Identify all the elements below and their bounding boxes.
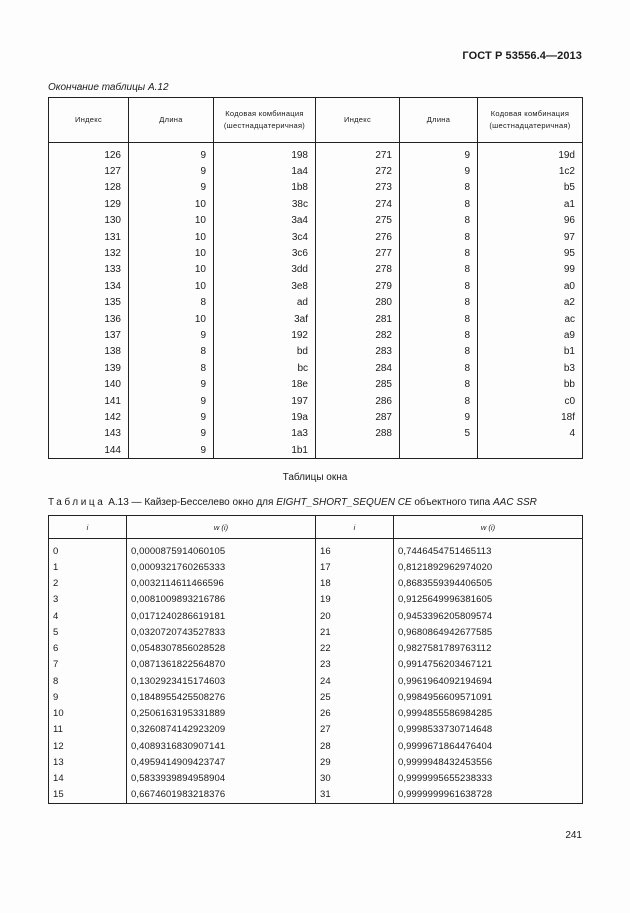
table-cell: 0,0081009893216786 <box>127 592 316 608</box>
table-row <box>49 213 583 229</box>
table-cell: bd <box>214 344 316 360</box>
table-cell: 1b1 <box>214 442 316 459</box>
table-cell: 198 <box>214 147 316 163</box>
column-header-w: w (i) <box>394 516 583 539</box>
table-cell: 129 <box>49 196 129 212</box>
table-cell: 0,0032114611466596 <box>127 576 316 592</box>
table-cell: 3c6 <box>214 245 316 261</box>
table-cell: 10 <box>129 262 214 278</box>
table-cell: 282 <box>316 327 400 343</box>
table-row <box>49 295 583 311</box>
table-cell: 0,5833939894958904 <box>127 771 316 787</box>
table-cell: 7 <box>49 657 127 673</box>
table-row <box>49 278 583 294</box>
table-cell: 140 <box>49 376 129 392</box>
table-cell: b1 <box>478 344 583 360</box>
table-cell: 8 <box>400 393 478 409</box>
table-cell: 16 <box>316 543 394 559</box>
table-cell: 9 <box>129 163 214 179</box>
table-cell: 0,0000875914060105 <box>127 543 316 559</box>
column-header-i: i <box>316 516 394 539</box>
column-header-i: i <box>49 516 127 539</box>
table-row <box>49 559 583 575</box>
page-number: 241 <box>565 830 582 841</box>
table-row <box>49 245 583 261</box>
table-cell: 134 <box>49 278 129 294</box>
table-cell: 27 <box>316 722 394 738</box>
table-row <box>49 409 583 425</box>
table-cell: 273 <box>316 180 400 196</box>
table-cell: 8 <box>129 344 214 360</box>
table-cell: 17 <box>316 559 394 575</box>
table-cell: 9 <box>129 180 214 196</box>
table-row <box>49 163 583 179</box>
table-cell: 278 <box>316 262 400 278</box>
table-row <box>49 543 583 559</box>
table-a13-caption <box>48 497 537 508</box>
table-cell: a0 <box>478 278 583 294</box>
table-cell: 19d <box>478 147 583 163</box>
table-row <box>49 624 583 640</box>
table-cell: 3dd <box>214 262 316 278</box>
table-cell: 20 <box>316 608 394 624</box>
table-cell: b5 <box>478 180 583 196</box>
table-cell: 5 <box>49 624 127 640</box>
table-header-row <box>49 98 583 143</box>
table-cell: bb <box>478 376 583 392</box>
table-cell: 24 <box>316 673 394 689</box>
table-cell: 197 <box>214 393 316 409</box>
table-cell: 0,9999671864476404 <box>394 738 583 754</box>
table-cell: 5 <box>400 426 478 442</box>
table-cell: 23 <box>316 657 394 673</box>
table-cell: 9 <box>400 147 478 163</box>
table-cell: 18e <box>214 376 316 392</box>
table-cell: a2 <box>478 295 583 311</box>
table-cell: 0,9984956609571091 <box>394 689 583 705</box>
column-header-code: Кодовая комбинация (шестнадцатеричная) <box>478 98 583 143</box>
table-cell: 8 <box>400 229 478 245</box>
table-cell: 139 <box>49 360 129 376</box>
table-row <box>49 311 583 327</box>
table-cell <box>400 442 478 459</box>
table-cell: 9 <box>400 409 478 425</box>
table-cell: 96 <box>478 213 583 229</box>
table-cell: 21 <box>316 624 394 640</box>
table-a12-caption: Окончание таблицы А.12 <box>48 82 169 93</box>
table-cell: ad <box>214 295 316 311</box>
table-cell: 10 <box>129 229 214 245</box>
table-row <box>49 147 583 163</box>
table-cell: 0,1302923415174603 <box>127 673 316 689</box>
table-cell: 0,9961964092194694 <box>394 673 583 689</box>
table-cell: 137 <box>49 327 129 343</box>
table-row <box>49 641 583 657</box>
table-cell: 136 <box>49 311 129 327</box>
table-cell: 8 <box>400 344 478 360</box>
table-cell: 19 <box>316 592 394 608</box>
table-cell: 3a4 <box>214 213 316 229</box>
table-cell: 192 <box>214 327 316 343</box>
table-cell: 0,4089316830907141 <box>127 738 316 754</box>
table-cell: 10 <box>49 706 127 722</box>
table-cell: 1a4 <box>214 163 316 179</box>
table-cell: 8 <box>400 278 478 294</box>
table-cell: 8 <box>400 327 478 343</box>
table-row <box>49 787 583 804</box>
table-cell: 8 <box>400 245 478 261</box>
table-cell: 0,9999995655238333 <box>394 771 583 787</box>
table-cell: 31 <box>316 787 394 804</box>
table-row <box>49 706 583 722</box>
table-row <box>49 689 583 705</box>
table-cell: 15 <box>49 787 127 804</box>
caption-sequence-name: EIGHT_SHORT_SEQUEN CE <box>276 497 412 508</box>
table-cell: a1 <box>478 196 583 212</box>
table-cell: 2 <box>49 576 127 592</box>
table-row <box>49 393 583 409</box>
table-cell <box>478 442 583 459</box>
table-cell: 279 <box>316 278 400 294</box>
table-cell: 97 <box>478 229 583 245</box>
table-cell: 4 <box>49 608 127 624</box>
table-cell: 3e8 <box>214 278 316 294</box>
table-cell: 0,0871361822564870 <box>127 657 316 673</box>
table-cell: 10 <box>129 278 214 294</box>
table-cell: 9 <box>129 147 214 163</box>
table-cell: 4 <box>478 426 583 442</box>
caption-object-type: AAC SSR <box>492 497 537 508</box>
table-cell: 18 <box>316 576 394 592</box>
table-cell: 8 <box>400 311 478 327</box>
table-cell: 10 <box>129 196 214 212</box>
table-row <box>49 657 583 673</box>
table-cell: 0,9680864942677585 <box>394 624 583 640</box>
table-row <box>49 196 583 212</box>
table-cell: 0,9827581789763112 <box>394 641 583 657</box>
table-cell: 135 <box>49 295 129 311</box>
table-cell: 3 <box>49 592 127 608</box>
table-cell: 130 <box>49 213 129 229</box>
table-cell: 29 <box>316 754 394 770</box>
caption-prefix: Таблица <box>48 497 106 508</box>
table-cell: 0,9994855586984285 <box>394 706 583 722</box>
table-cell: bc <box>214 360 316 376</box>
table-cell: 8 <box>400 376 478 392</box>
table-cell: 287 <box>316 409 400 425</box>
table-cell: 12 <box>49 738 127 754</box>
table-cell: 144 <box>49 442 129 459</box>
table-a13 <box>48 515 583 804</box>
table-cell: 143 <box>49 426 129 442</box>
table-cell: 285 <box>316 376 400 392</box>
table-cell: 1a3 <box>214 426 316 442</box>
table-cell: 272 <box>316 163 400 179</box>
table-cell: 0,4959414909423747 <box>127 754 316 770</box>
table-cell: 10 <box>129 213 214 229</box>
table-cell: 0,8121892962974020 <box>394 559 583 575</box>
table-cell: 30 <box>316 771 394 787</box>
table-cell: 126 <box>49 147 129 163</box>
table-cell: 281 <box>316 311 400 327</box>
table-cell: 10 <box>129 245 214 261</box>
table-row <box>49 608 583 624</box>
table-cell: 8 <box>400 360 478 376</box>
table-cell: 8 <box>400 213 478 229</box>
table-header-row <box>49 516 583 539</box>
table-cell <box>316 442 400 459</box>
table-cell: 1 <box>49 559 127 575</box>
table-cell: 19a <box>214 409 316 425</box>
table-cell: 128 <box>49 180 129 196</box>
table-cell: 127 <box>49 163 129 179</box>
column-header-index: Индекс <box>49 98 129 143</box>
table-cell: 275 <box>316 213 400 229</box>
table-row <box>49 592 583 608</box>
table-cell: 142 <box>49 409 129 425</box>
table-cell: 0,9453396205809574 <box>394 608 583 624</box>
caption-text-mid: объектного типа <box>411 497 493 508</box>
table-cell: 9 <box>129 409 214 425</box>
table-row <box>49 673 583 689</box>
table-cell: 280 <box>316 295 400 311</box>
table-cell: 38c <box>214 196 316 212</box>
table-cell: 286 <box>316 393 400 409</box>
table-row <box>49 722 583 738</box>
document-header: ГОСТ Р 53556.4—2013 <box>462 50 582 62</box>
table-cell: 0,9125649996381605 <box>394 592 583 608</box>
table-cell: c0 <box>478 393 583 409</box>
table-row <box>49 576 583 592</box>
table-cell: 99 <box>478 262 583 278</box>
table-cell: 10 <box>129 311 214 327</box>
table-cell: 141 <box>49 393 129 409</box>
table-cell: 276 <box>316 229 400 245</box>
table-cell: 11 <box>49 722 127 738</box>
table-cell: 0,1848955425508276 <box>127 689 316 705</box>
table-cell: 8 <box>400 180 478 196</box>
table-cell: 13 <box>49 754 127 770</box>
table-row <box>49 229 583 245</box>
table-row <box>49 180 583 196</box>
column-header-w: w (i) <box>127 516 316 539</box>
table-cell: 6 <box>49 641 127 657</box>
table-cell: 9 <box>129 327 214 343</box>
table-row <box>49 754 583 770</box>
table-row <box>49 426 583 442</box>
table-row <box>49 360 583 376</box>
table-row <box>49 344 583 360</box>
table-cell: 284 <box>316 360 400 376</box>
table-cell: 8 <box>49 673 127 689</box>
table-cell: 9 <box>129 376 214 392</box>
table-cell: 138 <box>49 344 129 360</box>
table-row <box>49 327 583 343</box>
table-cell: 0 <box>49 543 127 559</box>
table-cell: 133 <box>49 262 129 278</box>
table-cell: 18f <box>478 409 583 425</box>
table-cell: 274 <box>316 196 400 212</box>
table-cell: 25 <box>316 689 394 705</box>
table-cell: 0,9999948432453556 <box>394 754 583 770</box>
column-header-code: Кодовая комбинация (шестнадцатеричная) <box>214 98 316 143</box>
table-cell: 0,6674601983218376 <box>127 787 316 804</box>
table-cell: 0,9999999961638728 <box>394 787 583 804</box>
table-cell: b3 <box>478 360 583 376</box>
table-cell: ac <box>478 311 583 327</box>
table-cell: 8 <box>129 360 214 376</box>
table-row <box>49 442 583 459</box>
table-cell: 14 <box>49 771 127 787</box>
table-cell: a9 <box>478 327 583 343</box>
table-cell: 0,3260874142923209 <box>127 722 316 738</box>
table-cell: 26 <box>316 706 394 722</box>
table-row <box>49 376 583 392</box>
table-cell: 9 <box>49 689 127 705</box>
table-cell: 28 <box>316 738 394 754</box>
table-cell: 0,0320720743527833 <box>127 624 316 640</box>
table-cell: 8 <box>400 196 478 212</box>
table-cell: 0,9914756203467121 <box>394 657 583 673</box>
table-row <box>49 262 583 278</box>
table-cell: 283 <box>316 344 400 360</box>
table-cell: 0,0171240286619181 <box>127 608 316 624</box>
table-cell: 1b8 <box>214 180 316 196</box>
table-cell: 95 <box>478 245 583 261</box>
table-cell: 277 <box>316 245 400 261</box>
table-cell: 22 <box>316 641 394 657</box>
table-cell: 0,8683559394406505 <box>394 576 583 592</box>
table-cell: 0,2506163195331889 <box>127 706 316 722</box>
table-a12 <box>48 97 583 459</box>
caption-text: А.13 — Кайзер-Бесселево окно для <box>105 497 277 508</box>
table-cell: 0,9998533730714648 <box>394 722 583 738</box>
table-cell: 0,0009321760265333 <box>127 559 316 575</box>
table-cell: 0,0548307856028528 <box>127 641 316 657</box>
table-cell: 9 <box>400 163 478 179</box>
table-cell: 3af <box>214 311 316 327</box>
table-cell: 8 <box>400 262 478 278</box>
table-row <box>49 771 583 787</box>
column-header-length: Длина <box>129 98 214 143</box>
table-row <box>49 738 583 754</box>
table-cell: 288 <box>316 426 400 442</box>
table-cell: 271 <box>316 147 400 163</box>
column-header-length: Длина <box>400 98 478 143</box>
column-header-index: Индекс <box>316 98 400 143</box>
table-cell: 3c4 <box>214 229 316 245</box>
table-cell: 131 <box>49 229 129 245</box>
table-cell: 0,7446454751465113 <box>394 543 583 559</box>
table-cell: 9 <box>129 442 214 459</box>
table-cell: 8 <box>129 295 214 311</box>
section-title: Таблицы окна <box>282 472 348 483</box>
table-cell: 8 <box>400 295 478 311</box>
table-cell: 1c2 <box>478 163 583 179</box>
table-cell: 9 <box>129 393 214 409</box>
table-cell: 132 <box>49 245 129 261</box>
table-cell: 9 <box>129 426 214 442</box>
